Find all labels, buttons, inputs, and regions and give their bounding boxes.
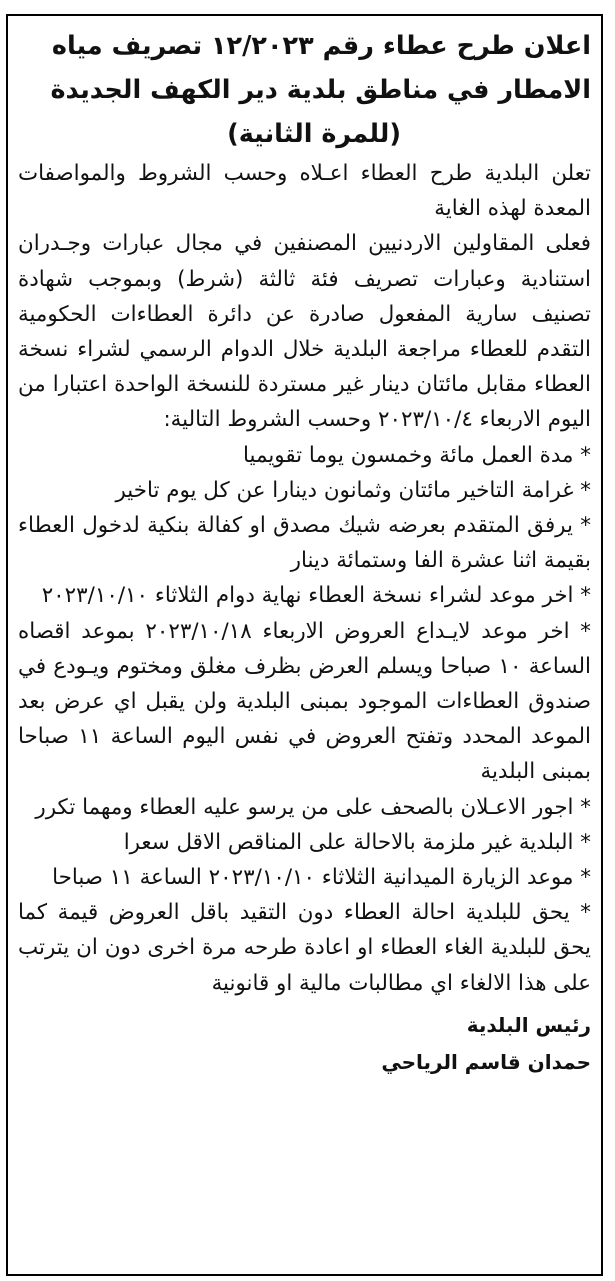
signature-role: رئيس البلدية [466,1012,591,1037]
notice-title-line-1: اعلان طرح عطاء رقم ١٢/٢٠٢٣ تصريف مياه [51,31,591,61]
tender-advertisement [6,14,603,1276]
condition-item: * يحق للبلدية احالة العطاء دون التقيد باقل العروض قيمة كما يحق للبلدية الغاء العطاء او اعادة طرحه مرة اخرى دون ان يترتب على هذا الالغاء اي مطالبات مالية او قانونية [18,900,591,996]
notice-title-line-2: الامطار في مناطق بلدية دير الكهف الجديدة [50,75,591,105]
condition-item: * يرفق المتقدم بعرضه شيك مصدق او كفالة بنكية لدخول العطاء بقيمة اثنا عشرة الفا وستمائة دينار [18,513,591,574]
condition-item: * اخر موعد لايـداع العروض الاربعاء ٢٠٢٣/١٠/١٨ بموعد اقصاه الساعة ١٠ صباحا ويسلم العرض بظرف مغلق ومختوم ويـودع في صندوق العطاءات الموجود بمبنى البلدية ولن يقبل اي عرض بعد الموعد المحدد وتفتح العروض في نفس اليوم الساعة ١١ صباحا بمبنى البلدية [18,618,591,785]
condition-item: * اخر موعد لشراء نسخة العطاء نهاية دوام الثلاثاء ٢٠٢٣/١٠/١٠ [41,583,591,609]
signature-block [18,1007,591,1081]
condition-item: * مدة العمل مائة وخمسون يوما تقويميا [243,442,591,468]
condition-item: * موعد الزيارة الميدانية الثلاثاء ٢٠٢٣/١٠/١٠ الساعة ١١ صباحا [52,865,591,891]
notice-title [18,24,591,156]
notice-intro: تعلن البلدية طرح العطاء اعـلاه وحسب الشروط والمواصفات المعدة لهذه الغاية [18,161,591,222]
notice-title-line-3: (للمرة الثانية) [227,119,401,149]
notice-body: فعلى المقاولين الاردنيين المصنفين في مجال عبارات وجـدران استنادية وعبارات تصريف فئة ثالثة (شرط) وبموجب شهادة تصنيف سارية المفعول صادرة عن دائرة العطاءات الحكومية التقدم للعطاء مراجعة البلدية خلال الدوام الرسمي لشراء نسخة العطاء مقابل مائتان دينار غير مستردة للنسخة الواحدة اعتبارا من اليوم الاربعاء ٢٠٢٣/١٠/٤ وحسب الشروط التالية: [18,231,591,433]
condition-item: * اجور الاعـلان بالصحف على من يرسو عليه العطاء ومهما تكرر [35,794,591,820]
condition-item: * البلدية غير ملزمة بالاحالة على المناقص الاقل سعرا [123,829,591,855]
conditions-list [18,438,591,1001]
condition-item: * غرامة التاخير مائتان وثمانون دينارا عن كل يوم تاخير [115,477,591,503]
signature-name: حمدان قاسم الرياحي [381,1049,591,1074]
